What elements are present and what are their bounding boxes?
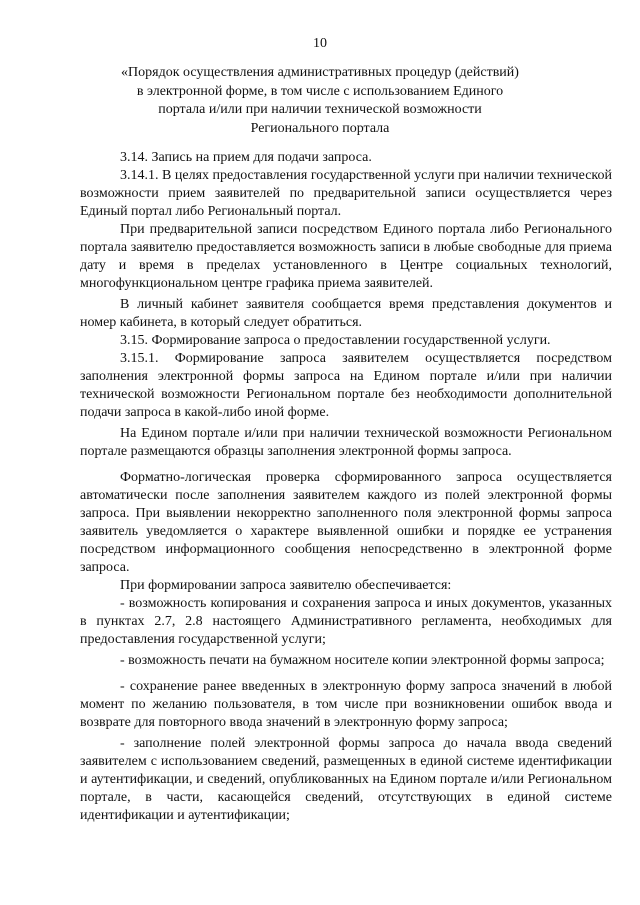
heading-line: «Порядок осуществления административных процедур (действий): [121, 65, 519, 80]
page-number: 10: [313, 36, 327, 51]
heading-line: портала и/или при наличии технической возможности: [158, 102, 482, 117]
list-item-copy: - возможность копирования и сохранения запроса и иных документов, указанных в пунктах 2.7, 2.8 настоящего Административного регламента, необходимых для предоставления государственной услуги;: [80, 596, 612, 647]
paragraph-samples: На Едином портале и/или при наличии технической возможности Региональном портале размещаются образцы заполнения электронной формы запроса.: [80, 426, 612, 459]
paragraph-provided: При формировании запроса заявителю обеспечивается:: [120, 578, 452, 593]
paragraph-3-14: 3.14. Запись на прием для подачи запроса.: [120, 150, 372, 165]
paragraph-preliminary-record: При предварительной записи посредством Единого портала либо Регионального портала заявителю предоставляется возможность записи в любые свободные для приема дату и время в пределах установленного в Центре социальных технологий, многофункциональном центре графика приема заявителей.: [80, 222, 612, 291]
heading-line: Регионального портала: [250, 120, 390, 136]
document-body: [80, 149, 612, 825]
paragraph-3-14-1: 3.14.1. В целях предоставления государственной услуги при наличии технической возможности прием заявителей по предварительной записи осуществляется через Единый портал либо Региональный портал.: [80, 168, 612, 219]
list-item-print: - возможность печати на бумажном носителе копии электронной формы запроса;: [120, 653, 605, 668]
paragraph-3-15-1: 3.15.1. Формирование запроса заявителем осуществляется посредством заполнения электронной формы запроса на Едином портале и/или при наличии технической возможности Региональном портале без необходимости дополнительной подачи запроса в какой-либо иной форме.: [80, 351, 612, 420]
list-item-save: - сохранение ранее введенных в электронную форму запроса значений в любой момент по желанию пользователя, в том числе при возникновении ошибок ввода и возврате для повторного ввода значений в электронную форму запроса;: [80, 679, 612, 730]
list-item-autofill: - заполнение полей электронной формы запроса до начала ввода сведений заявителем с использованием сведений, размещенных в единой системе идентификации и аутентификации, и сведений, опубликованных на Едином портале и/или Региональном портале, в части, касающейся сведений, отсутствующих в единой системе идентификации и аутентификации;: [80, 736, 612, 823]
section-heading: [120, 64, 520, 138]
paragraph-format-check: Форматно-логическая проверка сформированного запроса осуществляется автоматически после заполнения заявителем каждого из полей электронной формы запроса. При выявлении некорректно заполненного поля электронной формы запроса заявитель уведомляется о характере выявленной ошибки и порядке ее устранения посредством информационного сообщения непосредственно в электронной форме запроса.: [80, 470, 612, 575]
paragraph-3-15: 3.15. Формирование запроса о предоставлении государственной услуги.: [120, 333, 551, 348]
heading-line: в электронной форме, в том числе с использованием Единого: [136, 83, 504, 99]
paragraph-personal-cabinet: В личный кабинет заявителя сообщается время представления документов и номер кабинета, в который следует обратиться.: [80, 297, 612, 330]
